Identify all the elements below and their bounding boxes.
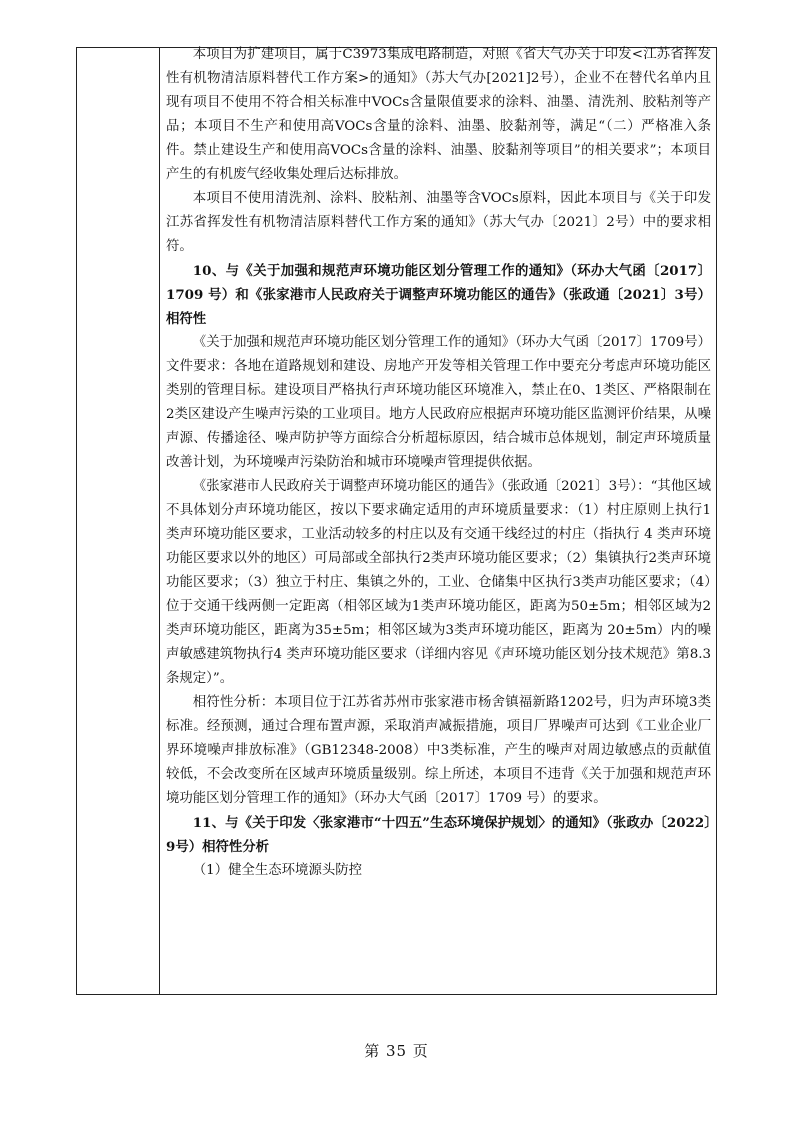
section-heading-10: 10、与《关于加强和规范声环境功能区划分管理工作的通知》（环办大气函〔2017〕1709 号）和《张家港市人民政府关于调整声环境功能区的通告》（张政通〔2021〕3号）相符性 bbox=[166, 263, 711, 327]
page-number: 第 35 页 bbox=[364, 1042, 429, 1060]
section-heading-11: 11、与《关于印发〈张家港市“十四五”生态环境保护规划〉的通知》（张政办〔2022〕9号）相符性分析 bbox=[166, 815, 711, 855]
paragraph-compliance-analysis: 相符性分析：本项目位于江苏省苏州市张家港市杨舍镇福新路1202号，归为声环境3类标准。经预测，通过合理布置声源，采取消声减振措施，项目厂界噪声可达到《工业企业厂界环境噪声排放标准》（GB12348-2008）中3类标准，产生的噪声对周边敏感点的贡献值较低，不会改变所在区域声环境质量级别。综上所述，本项目不违背《关于加强和规范声环境功能区划分管理工作的通知》（环办大气函〔2017〕1709 号）的要求。 bbox=[166, 695, 711, 806]
paragraph-voc-expansion: 本项目为扩建项目，属于C3973集成电路制造，对照《省大气办关于印发<江苏省挥发性有机物清洁原料替代工作方案>的通知》（苏大气办[2021]2号），企业不在替代名单内且现有项目不使用不符合相关标准中VOCs含量限值要求的涂料、油墨、清洗剂、胶粘剂等产品；本项目不生产和使用高VOCs含量的涂料、油墨、胶黏剂等，满足“（二）严格准入条件。禁止建设生产和使用高VOCs含量的涂料、油墨、胶黏剂等项目”的相关要求”；本项目产生的有机废气经收集处理后达标排放。 bbox=[166, 47, 711, 182]
paragraph-noise-notice: 《关于加强和规范声环境功能区划分管理工作的通知》（环办大气函〔2017〕1709号）文件要求：各地在道路规划和建设、房地产开发等相关管理工作中要充分考虑声环境功能区类别的管理目标。建设项目严格执行声环境功能区环境准入，禁止在0、1类区、严格限制在2类区建设产生噪声污染的工业项目。地方人民政府应根据声环境功能区监测评价结果，从噪声源、传播途径、噪声防护等方面综合分析超标原因，结合城市总体规划，制定声环境质量改善计划，为环境噪声污染防治和城市环境噪声管理提供依据。 bbox=[166, 335, 711, 470]
table-content-cell bbox=[166, 43, 711, 883]
paragraph-voc-conclusion: 本项目不使用清洗剂、涂料、胶粘剂、油墨等含VOCs原料，因此本项目与《关于印发江苏省挥发性有机物清洁原料替代工作方案的通知》（苏大气办〔2021〕2号）中的要求相符。 bbox=[166, 191, 711, 254]
list-item-1: （1）健全生态环境源头防控 bbox=[192, 863, 363, 878]
column-divider bbox=[159, 48, 160, 994]
paragraph-zhangjiagang-notice: 《张家港市人民政府关于调整声环境功能区的通告》（张政通〔2021〕3号）：“其他区域不具体划分声环境功能区，按以下要求确定适用的声环境质量要求：（1）村庄原则上执行1类声环境功能区要求，工业活动较多的村庄以及有交通干线经过的村庄（指执行 4 类声环境功能区要求以外的地区）可局部或全部执行2类声环境功能区要求；（2）集镇执行2类声环境功能区要求；（3）独立于村庄、集镇之外的，工业、仓储集中区执行3类声功能区要求；（4）位于交通干线两侧一定距离（相邻区域为1类声环境功能区，距离为50±5m；相邻区域为2类声环境功能区，距离为35±5m；相邻区域为3类声环境功能区，距离为 20±5m）内的噪声敏感建筑物执行4 类声环境功能区要求（详细内容见《声环境功能区划分技术规范》第8.3 条规定）”。 bbox=[166, 479, 711, 686]
